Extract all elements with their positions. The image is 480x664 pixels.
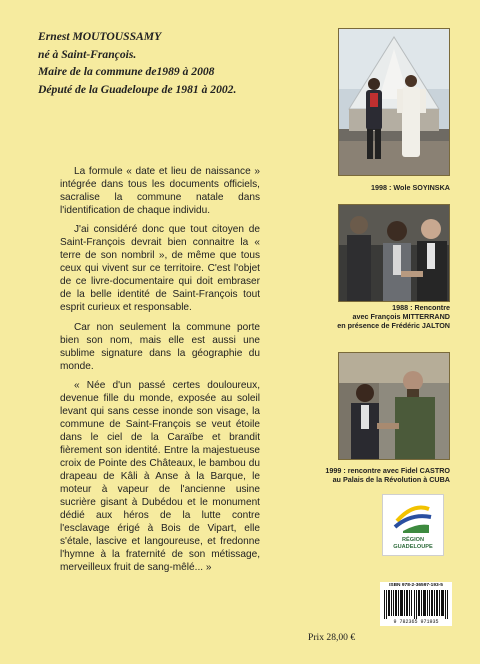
paragraph-1: La formule « date et lieu de naissance » intégrée dans tous les documents officiels, sacralise la commune natale dans l'identification de chaque individu. (60, 166, 260, 217)
author-birth: né à Saint-François. (38, 47, 137, 61)
author-deputy: Député de la Guadeloupe de 1981 à 2002. (38, 82, 237, 96)
author-name: Ernest MOUTOUSSAMY (38, 30, 162, 43)
isbn-label: ISBN 978-2-36597-193-5 (389, 583, 443, 588)
caption-soyinka: 1998 : Wole SOYINSKA (371, 183, 450, 192)
caption-castro-line-1: 1999 : rencontre avec Fidel CASTRO (325, 466, 450, 475)
paragraph-2: J'ai considéré donc que tout citoyen de Saint-François devrait bien connaitre la « terre de son nombril », de même que tous ceux qui vivent sur ce territoire. C'est l'objet de ce livre-documentaire qui doit embraser de la belle identité de Saint-François tout esprit curieux et responsable. (60, 224, 260, 314)
photo-mitterrand-image (339, 205, 449, 301)
paragraph-3: Car non seulement la commune porte bien son nom, mais elle est aussi une sublime signature dans la géographie du monde. (60, 321, 260, 372)
photo-soyinka (338, 28, 450, 176)
caption-mitterrand-line-2: avec François MITTERRAND (352, 312, 450, 321)
author-mayor: Maire de la commune de1989 à 2008 (38, 65, 215, 78)
barcode-digits: 9 782365 971935 (393, 619, 439, 625)
caption-mitterrand-line-1: 1988 : Rencontre (392, 303, 450, 312)
barcode-bars-icon (384, 590, 448, 619)
region-guadeloupe-logo (382, 494, 444, 556)
caption-mitterrand (290, 303, 450, 330)
body-text (60, 165, 260, 580)
region-logo-icon (383, 495, 443, 539)
photo-soyinka-image (339, 29, 449, 175)
photo-mitterrand (338, 204, 450, 302)
price: Prix 28,00 € (308, 632, 356, 643)
caption-castro (290, 466, 450, 484)
author-block (38, 28, 298, 98)
paragraph-4: « Née d'un passé certes douloureux, devenue fille du monde, exposée au soleil levant qui sans cesse inonde son visage, la commune de Saint-François se veut étoile dans le ciel de la Caraïbe et brandit fièrement son identité. Entre la majestueuse croix de Pointe des Châteaux, le bambou du drapeau de Kâli à Anse à la Barque, le moteur à vapeur de l'ancienne usine sucrière gisant à Dubédou et le monument dédié aux héros de la lutte contre l'esclavage érigé à Bois de Vipart, elle s'étale, lascive et langoureuse, et fredonne l'hymne à la fraternité de son métissage, merveilleux fruit de sang-mêlé... » (60, 379, 260, 574)
photo-castro (338, 352, 450, 460)
barcode (380, 582, 452, 626)
photo-castro-image (339, 353, 449, 459)
caption-mitterrand-line-3: en présence de Frédéric JALTON (337, 321, 450, 330)
logo-line-2: GUADELOUPE (393, 544, 433, 550)
logo-line-1: RÉGION (401, 537, 425, 543)
caption-castro-line-2: au Palais de la Révolution à CUBA (332, 475, 450, 484)
